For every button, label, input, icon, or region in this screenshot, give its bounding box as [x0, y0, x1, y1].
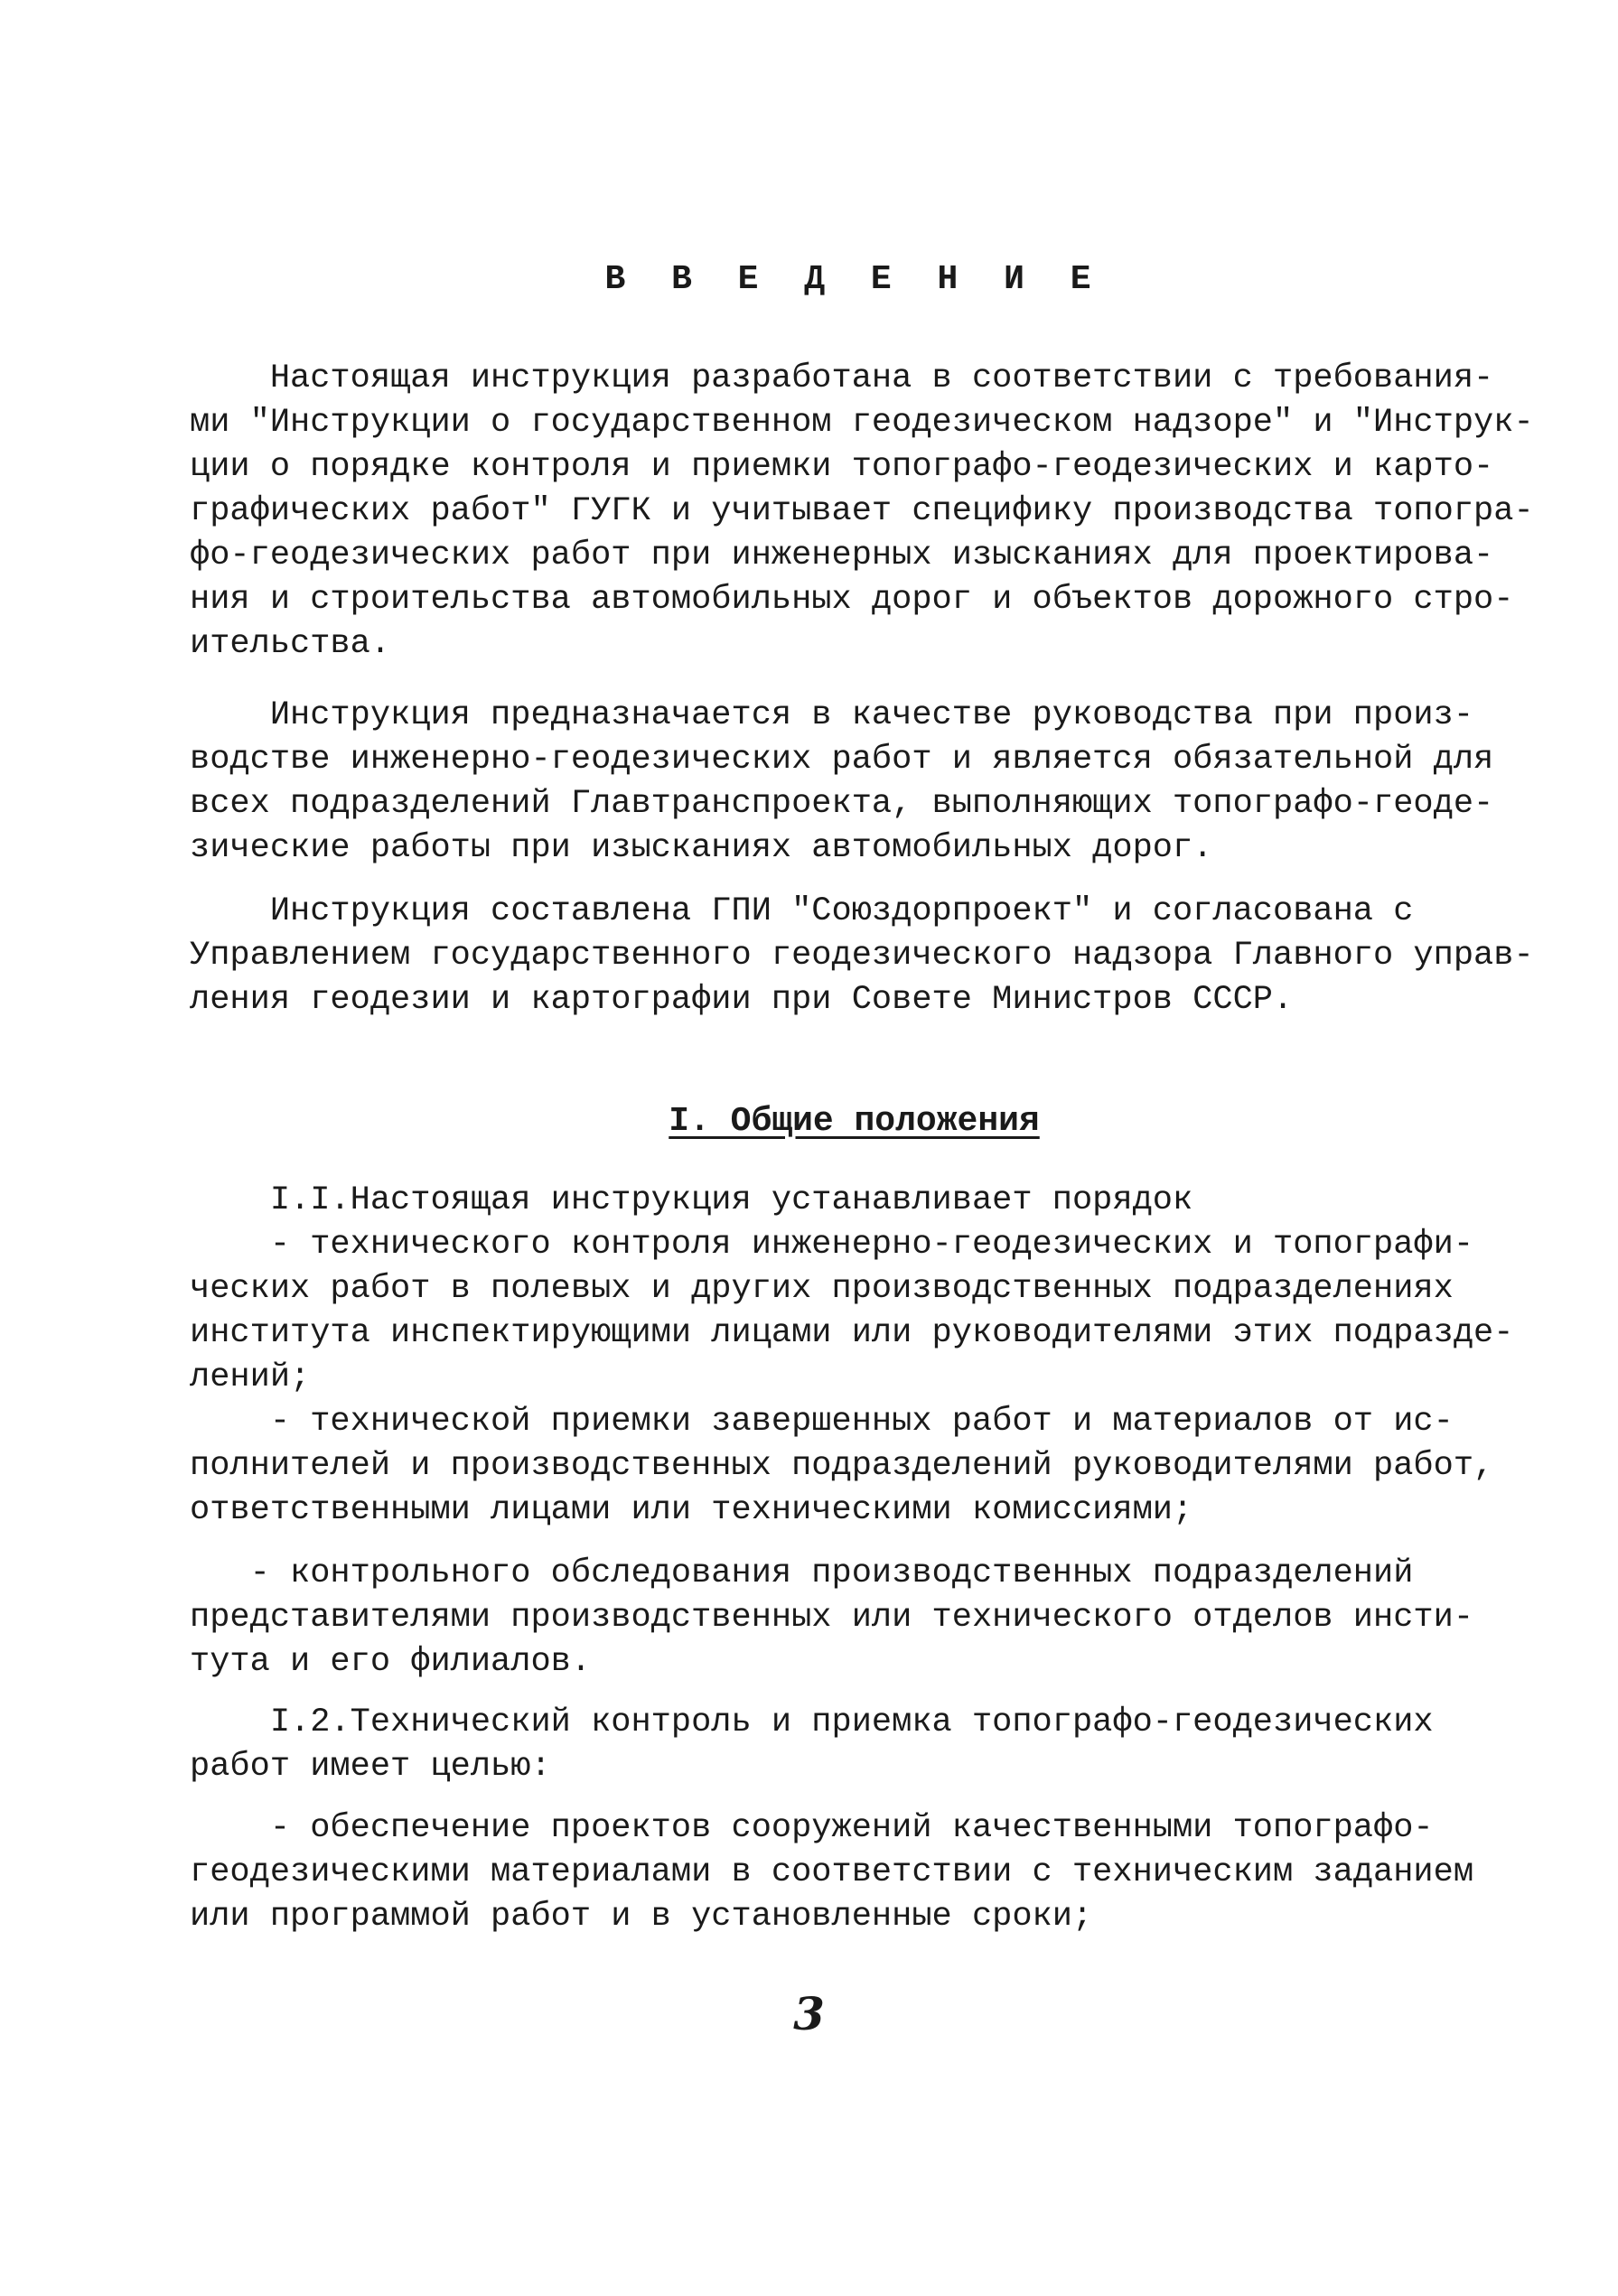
text-line: ительства. [190, 625, 391, 663]
text-line: ления геодезии и картографии при Совете Министров СССР. [190, 981, 1294, 1019]
text-line: графических работ" ГУГК и учитывает специфику производства топогра- [190, 492, 1534, 530]
text-line: ответственными лицами или техническими комиссиями; [190, 1491, 1193, 1529]
section-paragraph-1 [190, 1179, 1514, 1400]
text-line: - технического контроля инженерно-геодезических и топографи- [190, 1226, 1474, 1264]
text-line: института инспектирующими лицами или руководителями этих подразде- [190, 1314, 1514, 1352]
text-line: геодезическими материалами в соответствии с техническим заданием [190, 1853, 1474, 1891]
section-heading: I. Общие положения [669, 1102, 1040, 1141]
text-line: водстве инженерно-геодезических работ и является обязательной для [190, 741, 1494, 779]
text-line: Инструкция предназначается в качестве руководства при произ- [190, 696, 1474, 734]
text-line: I.I.Настоящая инструкция устанавливает порядок [190, 1181, 1193, 1219]
text-line: или программой работ и в установленные сроки; [190, 1898, 1093, 1936]
text-line: ния и строительства автомобильных дорог и объектов дорожного стро- [190, 581, 1514, 619]
text-line: представителями производственных или технического отделов инсти- [190, 1599, 1474, 1637]
section-paragraph-2 [190, 1400, 1494, 1533]
text-line: лений; [190, 1358, 311, 1396]
text-line: зические работы при изысканиях автомобильных дорог. [190, 829, 1213, 867]
text-line: - обеспечение проектов сооружений качественными топографо- [190, 1809, 1434, 1847]
section-paragraph-5 [190, 1806, 1474, 1939]
text-line: I.2.Технический контроль и приемка топографо-геодезических [190, 1703, 1434, 1741]
intro-paragraph-3 [190, 890, 1534, 1022]
intro-paragraph-2 [190, 694, 1494, 871]
text-line: - технической приемки завершенных работ и материалов от ис- [190, 1403, 1454, 1441]
text-line: Настоящая инструкция разработана в соответствии с требования- [190, 359, 1494, 397]
text-line: полнителей и производственных подразделений руководителями работ, [190, 1447, 1494, 1485]
text-line: ми "Инструкции о государственном геодезическом надзоре" и "Инструк- [190, 404, 1534, 442]
section-paragraph-3 [190, 1552, 1474, 1685]
text-line: работ имеет целью: [190, 1748, 551, 1786]
text-line: - контрольного обследования производственных подразделений [190, 1554, 1414, 1592]
text-line: тута и его филиалов. [190, 1643, 592, 1681]
text-line: Инструкция составлена ГПИ "Союздорпроект" и согласована с [190, 892, 1414, 930]
text-line: Управлением государственного геодезического надзора Главного управ- [190, 937, 1534, 975]
text-line: всех подразделений Главтранспроекта, выполняющих топографо-геоде- [190, 785, 1494, 823]
text-line: фо-геодезических работ при инженерных изысканиях для проектирова- [190, 537, 1494, 574]
section-paragraph-4 [190, 1701, 1454, 1789]
page-number: 3 [793, 1987, 825, 2040]
text-line: ческих работ в полевых и других производственных подразделениях [190, 1270, 1454, 1308]
intro-paragraph-1 [190, 357, 1534, 667]
text-line: ции о порядке контроля и приемки топографо-геодезических и карто- [190, 448, 1494, 486]
intro-heading: В В Е Д Е Н И Е [604, 260, 1104, 299]
